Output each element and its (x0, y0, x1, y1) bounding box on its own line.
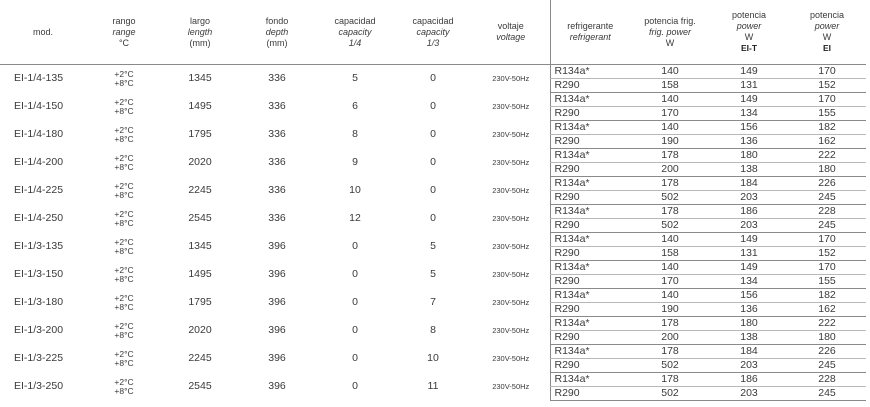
capacity-quarter-value: 0 (352, 240, 358, 252)
power-eit-value: 180 (710, 149, 788, 163)
power-eit-value: 131 (710, 79, 788, 93)
temperature-range: +2°C +8°C (114, 292, 134, 312)
capacity-quarter-value: 0 (352, 352, 358, 364)
power-ei-value: 245 (788, 359, 866, 373)
power-ei-value: 170 (788, 93, 866, 107)
temperature-range: +2°C +8°C (114, 376, 134, 396)
refrigerant-value: R134a* (550, 373, 630, 387)
refrigerant-value: R290 (550, 331, 630, 345)
refrigerant-value: R134a* (550, 65, 630, 79)
capacity-third-value: 5 (430, 268, 436, 280)
depth-value: 336 (268, 128, 286, 140)
temperature-range: +2°C +8°C (114, 180, 134, 200)
power-eit-value: 180 (710, 317, 788, 331)
power-ei-value: 182 (788, 289, 866, 303)
model-code: EI-1/3-250 (14, 380, 64, 392)
capacity-third-value: 5 (430, 240, 436, 252)
length-value: 1345 (188, 72, 212, 85)
frig-power-value: 502 (630, 219, 710, 233)
power-ei-value: 155 (788, 275, 866, 289)
power-ei-value: 152 (788, 79, 866, 93)
power-eit-value: 156 (710, 289, 788, 303)
power-ei-value: 226 (788, 177, 866, 191)
power-eit-value: 149 (710, 261, 788, 275)
header-capacity-quarter: capacidad capacity 1/4 (316, 0, 394, 65)
capacity-quarter-value: 9 (352, 156, 358, 168)
capacity-quarter-value: 0 (352, 268, 358, 280)
length-value: 1795 (188, 128, 212, 140)
frig-power-value: 140 (630, 261, 710, 275)
voltage-value: 230V-50Hz (492, 354, 530, 363)
power-eit-value: 203 (710, 219, 788, 233)
voltage-value: 230V-50Hz (492, 186, 530, 195)
voltage-value: 230V-50Hz (492, 270, 530, 279)
temperature-range: +2°C +8°C (114, 320, 134, 340)
capacity-quarter-value: 5 (352, 72, 358, 85)
temperature-range: +2°C +8°C (114, 264, 134, 284)
capacity-third-value: 10 (427, 352, 439, 364)
power-eit-value: 149 (710, 65, 788, 79)
header-length: largo length (mm) (162, 0, 238, 65)
power-ei-value: 226 (788, 345, 866, 359)
depth-value: 336 (268, 72, 286, 85)
length-value: 2020 (188, 324, 212, 336)
table-row (0, 233, 866, 247)
frig-power-value: 170 (630, 275, 710, 289)
refrigerant-value: R290 (550, 275, 630, 289)
power-ei-value: 182 (788, 121, 866, 135)
table-row (0, 373, 866, 387)
frig-power-value: 140 (630, 65, 710, 79)
refrigerant-value: R290 (550, 387, 630, 401)
refrigerant-value: R290 (550, 163, 630, 177)
frig-power-value: 502 (630, 387, 710, 401)
depth-value: 396 (268, 352, 286, 364)
frig-power-value: 140 (630, 233, 710, 247)
model-code: EI-1/4-250 (14, 212, 64, 224)
table-row (0, 345, 866, 359)
power-eit-value: 136 (710, 303, 788, 317)
length-value: 1345 (188, 240, 212, 252)
power-eit-value: 134 (710, 275, 788, 289)
table-row (0, 289, 866, 303)
power-ei-value: 245 (788, 387, 866, 401)
refrigerant-value: R134a* (550, 177, 630, 191)
power-ei-value: 170 (788, 233, 866, 247)
refrigerant-value: R290 (550, 247, 630, 261)
voltage-value: 230V-50Hz (492, 298, 530, 307)
power-eit-value: 136 (710, 135, 788, 149)
temperature-range: +2°C +8°C (114, 208, 134, 228)
power-eit-value: 184 (710, 177, 788, 191)
model-code: EI-1/4-150 (14, 100, 64, 112)
table-row (0, 93, 866, 107)
capacity-third-value: 0 (430, 212, 436, 224)
table-row (0, 121, 866, 135)
power-eit-value: 203 (710, 359, 788, 373)
frig-power-value: 178 (630, 149, 710, 163)
model-code: EI-1/3-225 (14, 352, 64, 364)
frig-power-value: 158 (630, 79, 710, 93)
power-eit-value: 184 (710, 345, 788, 359)
power-ei-value: 170 (788, 65, 866, 79)
temperature-range: +2°C +8°C (114, 96, 134, 116)
refrigerant-value: R134a* (550, 93, 630, 107)
length-value: 1795 (188, 296, 212, 308)
power-ei-value: 162 (788, 135, 866, 149)
refrigerant-value: R290 (550, 135, 630, 149)
frig-power-value: 178 (630, 373, 710, 387)
voltage-value: 230V-50Hz (492, 242, 530, 251)
power-ei-value: 228 (788, 205, 866, 219)
capacity-quarter-value: 0 (352, 380, 358, 392)
capacity-quarter-value: 8 (352, 128, 358, 140)
capacity-quarter-value: 0 (352, 324, 358, 336)
length-value: 2020 (188, 156, 212, 168)
header-refrigerant: refrigerante refrigerant (550, 0, 630, 65)
depth-value: 336 (268, 184, 286, 196)
refrigerant-value: R290 (550, 219, 630, 233)
length-value: 1495 (188, 268, 212, 280)
refrigerant-value: R134a* (550, 149, 630, 163)
frig-power-value: 502 (630, 359, 710, 373)
frig-power-value: 140 (630, 289, 710, 303)
temperature-range: +2°C +8°C (114, 124, 134, 144)
table-row (0, 205, 866, 219)
header-power-ei: potencia power W EI (788, 0, 866, 65)
model-code: EI-1/4-200 (14, 156, 64, 168)
refrigerant-value: R134a* (550, 233, 630, 247)
frig-power-value: 200 (630, 163, 710, 177)
refrigerant-value: R134a* (550, 345, 630, 359)
capacity-third-value: 11 (427, 380, 439, 392)
power-ei-value: 245 (788, 219, 866, 233)
capacity-third-value: 8 (430, 324, 436, 336)
temperature-range: +2°C +8°C (114, 236, 134, 256)
power-ei-value: 222 (788, 317, 866, 331)
table-row (0, 65, 866, 79)
refrigerant-value: R290 (550, 359, 630, 373)
header-voltage: voltaje voltage (472, 0, 550, 65)
power-ei-value: 180 (788, 331, 866, 345)
temperature-range: +2°C +8°C (114, 348, 134, 368)
depth-value: 336 (268, 212, 286, 224)
capacity-quarter-value: 6 (352, 100, 358, 112)
refrigerant-value: R134a* (550, 205, 630, 219)
power-ei-value: 222 (788, 149, 866, 163)
voltage-value: 230V-50Hz (492, 74, 530, 84)
power-ei-value: 155 (788, 107, 866, 121)
table-row (0, 177, 866, 191)
header-row (0, 0, 866, 65)
voltage-value: 230V-50Hz (492, 382, 530, 391)
power-eit-value: 203 (710, 387, 788, 401)
voltage-value: 230V-50Hz (492, 130, 530, 139)
header-range: rango range °C (86, 0, 162, 65)
length-value: 2245 (188, 352, 212, 364)
voltage-value: 230V-50Hz (492, 102, 530, 111)
refrigerant-value: R290 (550, 79, 630, 93)
power-ei-value: 245 (788, 191, 866, 205)
voltage-value: 230V-50Hz (492, 326, 530, 335)
frig-power-value: 158 (630, 247, 710, 261)
depth-value: 396 (268, 296, 286, 308)
model-code: EI-1/4-135 (14, 72, 64, 85)
power-ei-value: 162 (788, 303, 866, 317)
power-eit-value: 186 (710, 205, 788, 219)
length-value: 1495 (188, 100, 212, 112)
capacity-quarter-value: 0 (352, 296, 358, 308)
frig-power-value: 140 (630, 121, 710, 135)
model-code: EI-1/4-180 (14, 128, 64, 140)
table-row (0, 317, 866, 331)
table-body (0, 65, 866, 401)
table-row (0, 149, 866, 163)
frig-power-value: 178 (630, 205, 710, 219)
depth-value: 336 (268, 100, 286, 112)
model-code: EI-1/4-225 (14, 184, 64, 196)
capacity-third-value: 7 (430, 296, 436, 308)
power-eit-value: 138 (710, 331, 788, 345)
capacity-quarter-value: 10 (349, 184, 361, 196)
voltage-value: 230V-50Hz (492, 214, 530, 223)
model-code: EI-1/3-180 (14, 296, 64, 308)
frig-power-value: 178 (630, 345, 710, 359)
power-ei-value: 170 (788, 261, 866, 275)
temperature-range: +2°C +8°C (114, 152, 134, 172)
temperature-range: +2°C +8°C (114, 68, 134, 88)
power-eit-value: 138 (710, 163, 788, 177)
capacity-quarter-value: 12 (349, 212, 361, 224)
power-eit-value: 149 (710, 93, 788, 107)
frig-power-value: 502 (630, 191, 710, 205)
refrigerant-value: R134a* (550, 261, 630, 275)
header-mod: mod. (0, 0, 86, 65)
header-capacity-third: capacidad capacity 1/3 (394, 0, 472, 65)
depth-value: 396 (268, 380, 286, 392)
power-ei-value: 228 (788, 373, 866, 387)
capacity-third-value: 0 (430, 100, 436, 112)
power-eit-value: 149 (710, 233, 788, 247)
length-value: 2545 (188, 212, 212, 224)
table-row (0, 261, 866, 275)
frig-power-value: 170 (630, 107, 710, 121)
frig-power-value: 190 (630, 135, 710, 149)
header-frig-power: potencia frig. frig. power W (630, 0, 710, 65)
length-value: 2545 (188, 380, 212, 392)
refrigerant-value: R290 (550, 107, 630, 121)
capacity-third-value: 0 (430, 72, 436, 85)
depth-value: 396 (268, 324, 286, 336)
refrigerant-value: R290 (550, 303, 630, 317)
capacity-third-value: 0 (430, 184, 436, 196)
voltage-value: 230V-50Hz (492, 158, 530, 167)
header-depth: fondo depth (mm) (238, 0, 316, 65)
refrigerant-value: R134a* (550, 121, 630, 135)
power-ei-value: 180 (788, 163, 866, 177)
power-eit-value: 156 (710, 121, 788, 135)
capacity-third-value: 0 (430, 128, 436, 140)
refrigerant-value: R134a* (550, 289, 630, 303)
frig-power-value: 140 (630, 93, 710, 107)
power-eit-value: 186 (710, 373, 788, 387)
model-code: EI-1/3-150 (14, 268, 64, 280)
depth-value: 396 (268, 268, 286, 280)
model-code: EI-1/3-135 (14, 240, 64, 252)
length-value: 2245 (188, 184, 212, 196)
header-power-eit: potencia power W EI-T (710, 0, 788, 65)
model-code: EI-1/3-200 (14, 324, 64, 336)
capacity-third-value: 0 (430, 156, 436, 168)
power-eit-value: 203 (710, 191, 788, 205)
power-eit-value: 134 (710, 107, 788, 121)
refrigerant-value: R134a* (550, 317, 630, 331)
frig-power-value: 178 (630, 177, 710, 191)
frig-power-value: 178 (630, 317, 710, 331)
frig-power-value: 200 (630, 331, 710, 345)
power-ei-value: 152 (788, 247, 866, 261)
power-eit-value: 131 (710, 247, 788, 261)
depth-value: 396 (268, 240, 286, 252)
frig-power-value: 190 (630, 303, 710, 317)
depth-value: 336 (268, 156, 286, 168)
refrigerant-value: R290 (550, 191, 630, 205)
